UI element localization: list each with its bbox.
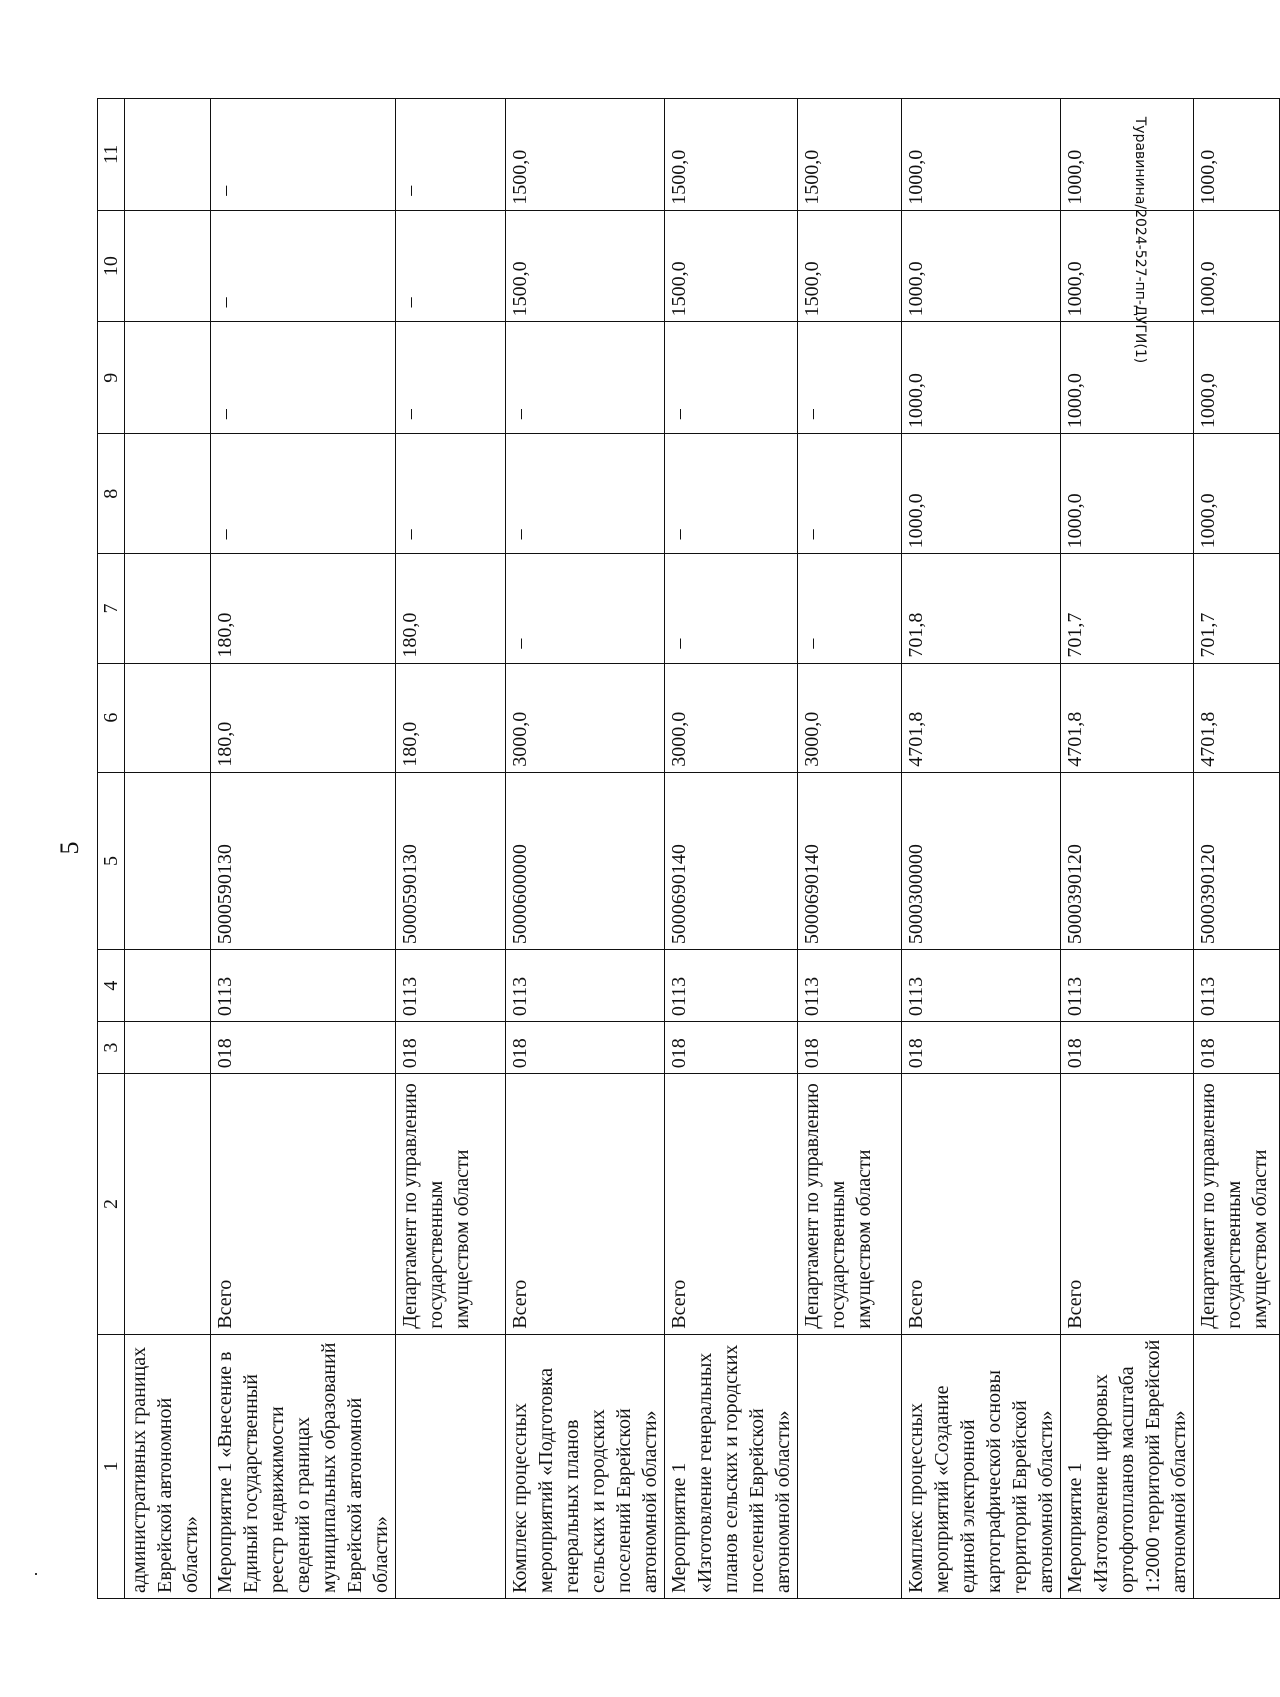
table-cell-col-4: 0113 (902, 950, 1061, 1022)
table-cell-col-1: Комплекс процессных мероприятий «Создание единой электронной картографической основы территорий Еврейской автономной области» (902, 1334, 1061, 1598)
scan-dot (35, 1573, 37, 1575)
table-cell-col-3: 018 (211, 1022, 396, 1074)
table-row (396, 99, 506, 1599)
table-cell-col-11: 1000,0 (1194, 99, 1280, 211)
table-cell-col-6: 4701,8 (1061, 663, 1194, 772)
table-cell-col-8: – (665, 434, 798, 554)
table-cell-col-4: 0113 (211, 950, 396, 1022)
table-cell-col-3: 018 (396, 1022, 506, 1074)
table-cell-col-7: 701,7 (1061, 554, 1194, 663)
column-number-9: 9 (98, 322, 125, 434)
table-cell-col-4 (125, 950, 211, 1022)
table-cell-col-5: 5000690140 (798, 772, 902, 949)
table-cell-col-9: – (396, 322, 506, 434)
table-cell-col-7: – (506, 554, 665, 663)
table-cell-col-3 (125, 1022, 211, 1074)
table-cell-col-6: 3000,0 (665, 663, 798, 772)
column-number-7: 7 (98, 554, 125, 663)
column-number-8: 8 (98, 434, 125, 554)
table-cell-col-6: 180,0 (211, 663, 396, 772)
table-cell-col-4: 0113 (1061, 950, 1194, 1022)
table-row (902, 99, 1061, 1599)
table-cell-col-11: 1000,0 (1061, 99, 1194, 211)
table-cell-col-2: Департамент по управлению государственным имуществом области (396, 1074, 506, 1335)
table-row (665, 99, 798, 1599)
table-cell-col-4: 0113 (506, 950, 665, 1022)
table-cell-col-9: 1000,0 (1194, 322, 1280, 434)
table-cell-col-7: 701,8 (902, 554, 1061, 663)
table-cell-col-1: Мероприятие 1 «Внесение в Единый государственный реестр недвижимости сведений о границах муниципальных образований Еврейской автономной области» (211, 1334, 396, 1598)
table-cell-col-2: Всего (902, 1074, 1061, 1335)
table-cell-col-1 (1194, 1334, 1280, 1598)
table-cell-col-11: – (396, 99, 506, 211)
table-cell-col-2: Департамент по управлению государственным имуществом области (1194, 1074, 1280, 1335)
table-cell-col-9: 1000,0 (1061, 322, 1194, 434)
table-cell-col-3: 018 (665, 1022, 798, 1074)
column-number-3: 3 (98, 1022, 125, 1074)
table-row (798, 99, 902, 1599)
document-id: Туравинина/2024-527-пп-ДУГИ(1) (1132, 116, 1148, 364)
table-cell-col-9: – (506, 322, 665, 434)
table-cell-col-9: – (211, 322, 396, 434)
table-cell-col-6: 3000,0 (506, 663, 665, 772)
table-cell-col-4: 0113 (1194, 950, 1280, 1022)
table-cell-col-10 (125, 210, 211, 322)
table-row (125, 99, 211, 1599)
table-row (211, 99, 396, 1599)
table-cell-col-6: 4701,8 (902, 663, 1061, 772)
table-cell-col-8: 1000,0 (1194, 434, 1280, 554)
table-cell-col-9: – (665, 322, 798, 434)
table-cell-col-11: 1000,0 (902, 99, 1061, 211)
table-cell-col-8: 1000,0 (1061, 434, 1194, 554)
table-cell-col-10: – (396, 210, 506, 322)
table-cell-col-7: 180,0 (211, 554, 396, 663)
table-cell-col-1: Мероприятие 1 «Изготовление генеральных планов сельских и городских поселений Еврейской автономной области» (665, 1334, 798, 1598)
table-cell-col-1 (798, 1334, 902, 1598)
table-cell-col-5: 5000300000 (902, 772, 1061, 949)
table-row (1061, 99, 1194, 1599)
table-cell-col-8: – (396, 434, 506, 554)
table-cell-col-10: 1000,0 (902, 210, 1061, 322)
table-cell-col-5: 5000590130 (211, 772, 396, 949)
table-cell-col-11: 1500,0 (798, 99, 902, 211)
table-cell-col-5 (125, 772, 211, 949)
table-cell-col-2: Всего (1061, 1074, 1194, 1335)
column-number-10: 10 (98, 210, 125, 322)
table-cell-col-6 (125, 663, 211, 772)
budget-table (97, 98, 1280, 1599)
column-number-4: 4 (98, 950, 125, 1022)
table-cell-col-3: 018 (902, 1022, 1061, 1074)
column-number-2: 2 (98, 1074, 125, 1335)
table-cell-col-10: 1500,0 (506, 210, 665, 322)
table-cell-col-2: Департамент по управлению государственным имуществом области (798, 1074, 902, 1335)
table-cell-col-5: 5000690140 (665, 772, 798, 949)
table-cell-col-10: – (211, 210, 396, 322)
table-cell-col-2 (125, 1074, 211, 1335)
table-cell-col-11: 1500,0 (506, 99, 665, 211)
table-cell-col-3: 018 (1194, 1022, 1280, 1074)
table-cell-col-4: 0113 (396, 950, 506, 1022)
table-cell-col-10: 1500,0 (798, 210, 902, 322)
table-cell-col-11: – (211, 99, 396, 211)
table-cell-col-4: 0113 (798, 950, 902, 1022)
table-cell-col-4: 0113 (665, 950, 798, 1022)
table-cell-col-9 (125, 322, 211, 434)
table-cell-col-1: Комплекс процессных мероприятий «Подготовка генеральных планов сельских и городских поселений Еврейской автономной области» (506, 1334, 665, 1598)
column-number-1: 1 (98, 1334, 125, 1598)
table-cell-col-5: 5000590130 (396, 772, 506, 949)
table-cell-col-7: – (798, 554, 902, 663)
column-number-11: 11 (98, 99, 125, 211)
table-cell-col-7: – (665, 554, 798, 663)
table-cell-col-5: 5000390120 (1061, 772, 1194, 949)
table-cell-col-2: Всего (665, 1074, 798, 1335)
table-cell-col-11 (125, 99, 211, 211)
table-cell-col-8: 1000,0 (902, 434, 1061, 554)
table-cell-col-10: 1500,0 (665, 210, 798, 322)
table-cell-col-11: 1500,0 (665, 99, 798, 211)
table-cell-col-10: 1000,0 (1061, 210, 1194, 322)
table-cell-col-7: 180,0 (396, 554, 506, 663)
page-number: 5 (55, 841, 84, 855)
table-cell-col-1 (396, 1334, 506, 1598)
table-cell-col-10: 1000,0 (1194, 210, 1280, 322)
table-cell-col-5: 5000390120 (1194, 772, 1280, 949)
table-cell-col-1: административных границах Еврейской автономной области» (125, 1334, 211, 1598)
table-cell-col-9: – (798, 322, 902, 434)
table-cell-col-6: 180,0 (396, 663, 506, 772)
table-row (1194, 99, 1280, 1599)
table-cell-col-6: 4701,8 (1194, 663, 1280, 772)
table-cell-col-7: 701,7 (1194, 554, 1280, 663)
table-cell-col-3: 018 (1061, 1022, 1194, 1074)
table-cell-col-3: 018 (506, 1022, 665, 1074)
column-number-5: 5 (98, 772, 125, 949)
table-cell-col-1: Мероприятие 1 «Изготовление цифровых ортофотопланов масштаба 1:2000 территорий Еврейской автономной области» (1061, 1334, 1194, 1598)
table-cell-col-3: 018 (798, 1022, 902, 1074)
table-cell-col-6: 3000,0 (798, 663, 902, 772)
table-cell-col-2: Всего (506, 1074, 665, 1335)
table-cell-col-8: – (211, 434, 396, 554)
column-number-6: 6 (98, 663, 125, 772)
table-cell-col-9: 1000,0 (902, 322, 1061, 434)
table-header-row (98, 99, 125, 1599)
table-cell-col-8 (125, 434, 211, 554)
table-cell-col-5: 5000600000 (506, 772, 665, 949)
table-cell-col-8: – (506, 434, 665, 554)
table-row (506, 99, 665, 1599)
table-cell-col-2: Всего (211, 1074, 396, 1335)
table-cell-col-7 (125, 554, 211, 663)
table-cell-col-8: – (798, 434, 902, 554)
